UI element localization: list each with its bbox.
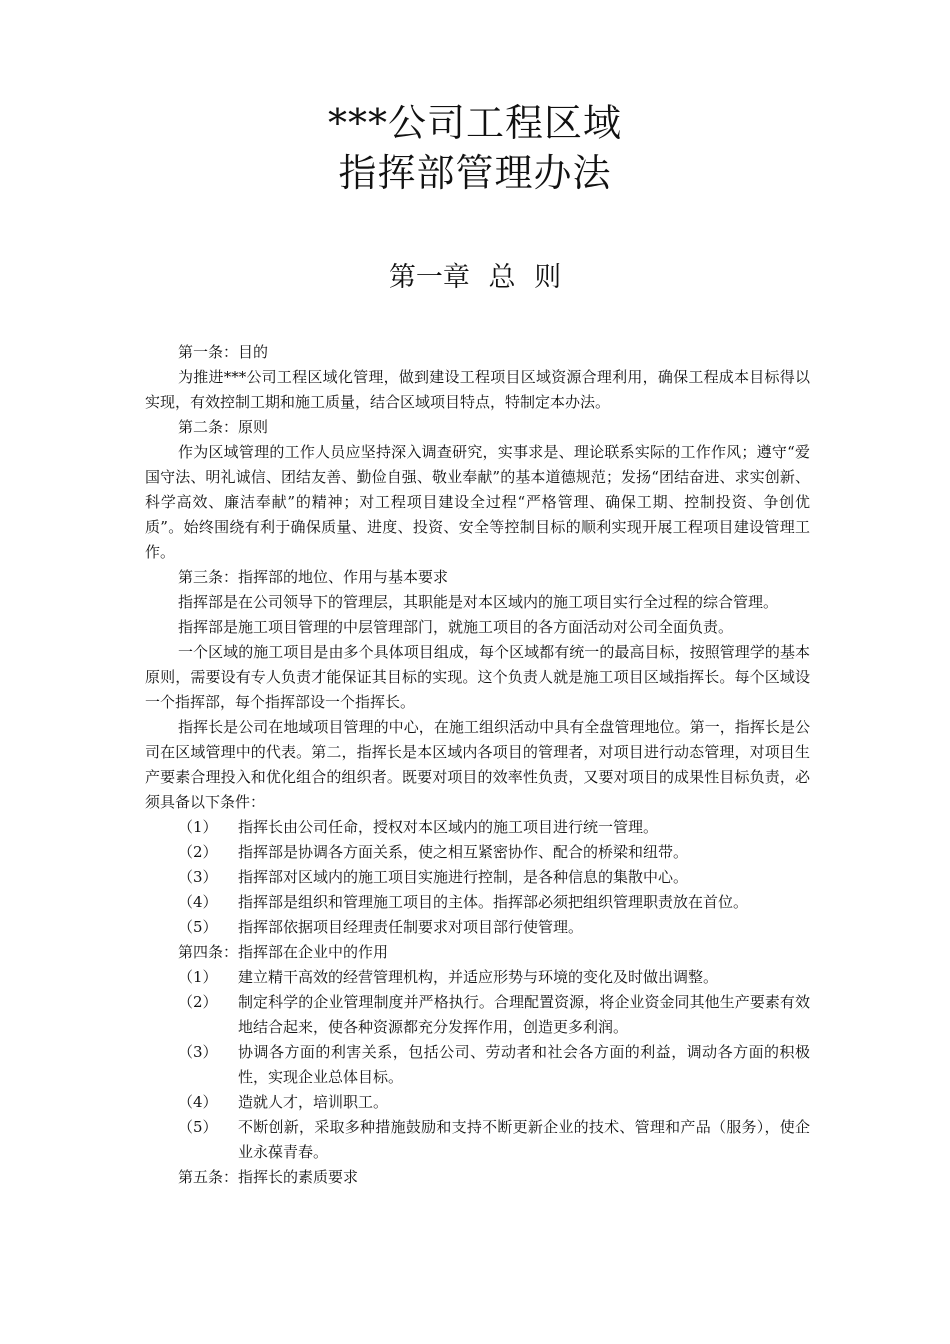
article4-list-item: [145, 1090, 810, 1115]
article4-heading: 第四条：指挥部在企业中的作用: [178, 943, 389, 961]
list-item-text: 不断创新，采取多种措施鼓励和支持不断更新企业的技术、管理和产品（服务），使企业永葆青春。: [238, 1118, 810, 1161]
list-item-text: 指挥部依据项目经理责任制要求对项目部行使管理。: [238, 918, 584, 936]
list-item-text: 制定科学的企业管理制度并严格执行。合理配置资源，将企业资金同其他生产要素有效地结合起来，使各种资源都充分发挥作用，创造更多利润。: [238, 993, 810, 1036]
list-item-number: （2）: [178, 993, 218, 1011]
article1-heading: 第一条：目的: [178, 343, 269, 361]
article3-list-item: [145, 815, 810, 840]
article3-paragraph: 一个区域的施工项目是由多个具体项目组成，每个区域都有统一的最高目标，按照管理学的基本原则，需要设有专人负责才能保证其目标的实现。这个负责人就是施工项目区域指挥长。每个区域设一个指挥部，每个指挥部设一个指挥长。: [145, 643, 810, 711]
document-body: [145, 340, 810, 1190]
list-item-number: （5）: [178, 1118, 218, 1136]
list-item-number: （2）: [178, 843, 218, 861]
article4-list-item: [145, 965, 810, 990]
list-item-number: （3）: [178, 1043, 218, 1061]
list-item-text: 指挥长由公司任命，授权对本区域内的施工项目进行统一管理。: [238, 818, 659, 836]
article3-paragraph: 指挥部是在公司领导下的管理层，其职能是对本区域内的施工项目实行全过程的综合管理。: [178, 593, 779, 611]
article2-heading: 第二条：原则: [178, 418, 269, 436]
chapter-heading: 第一章 总 则: [388, 262, 562, 293]
list-item-text: 指挥部对区域内的施工项目实施进行控制，是各种信息的集散中心。: [238, 868, 689, 886]
article2-text: 作为区域管理的工作人员应坚持深入调查研究，实事求是、理论联系实际的工作作风；遵守“爱国守法、明礼诚信、团结友善、勤俭自强、敬业奉献”的基本道德规范；发扬“团结奋进、求实创新、科学高效、廉洁奉献”的精神；对工程项目建设全过程“严格管理、确保工期、控制投资、争创优质”。始终围绕有利于确保质量、进度、投资、安全等控制目标的顺利实现开展工程项目建设管理工作。: [145, 443, 810, 561]
article5-heading: 第五条：指挥长的素质要求: [178, 1168, 359, 1186]
list-item-text: 指挥部是协调各方面关系，使之相互紧密协作、配合的桥梁和纽带。: [238, 843, 689, 861]
article4-list-item: [145, 1115, 810, 1165]
list-item-number: （4）: [178, 893, 218, 911]
document-title-line1: ***公司工程区域: [327, 101, 622, 145]
list-item-number: （5）: [178, 918, 218, 936]
list-item-text: 建立精干高效的经营管理机构，并适应形势与环境的变化及时做出调整。: [238, 968, 719, 986]
document-title-line2: 指挥部管理办法: [338, 151, 612, 195]
article3-list-item: [145, 890, 810, 915]
article4-list-item: [145, 990, 810, 1040]
article3-paragraph: 指挥部是施工项目管理的中层管理部门，就施工项目的各方面活动对公司全面负责。: [178, 618, 734, 636]
article1-text: 为推进***公司工程区域化管理，做到建设工程项目区域资源合理利用，确保工程成本目标得以实现，有效控制工期和施工质量，结合区域项目特点，特制定本办法。: [145, 368, 810, 411]
list-item-number: （3）: [178, 868, 218, 886]
list-item-text: 造就人才，培训职工。: [238, 1093, 389, 1111]
article3-paragraph: 指挥长是公司在地域项目管理的中心，在施工组织活动中具有全盘管理地位。第一，指挥长是公司在区域管理中的代表。第二，指挥长是本区域内各项目的管理者，对项目进行动态管理，对项目生产要素合理投入和优化组合的组织者。既要对项目的效率性负责，又要对项目的成果性目标负责，必须具备以下条件：: [145, 718, 810, 811]
list-item-text: 协调各方面的利害关系，包括公司、劳动者和社会各方面的利益，调动各方面的积极性，实现企业总体目标。: [238, 1043, 810, 1086]
article3-list-item: [145, 865, 810, 890]
list-item-number: （1）: [178, 968, 218, 986]
list-item-text: 指挥部是组织和管理施工项目的主体。指挥部必须把组织管理职责放在首位。: [238, 893, 749, 911]
article3-heading: 第三条：指挥部的地位、作用与基本要求: [178, 568, 449, 586]
list-item-number: （1）: [178, 818, 218, 836]
article3-list-item: [145, 840, 810, 865]
list-item-number: （4）: [178, 1093, 218, 1111]
article3-list-item: [145, 915, 810, 940]
article4-list-item: [145, 1040, 810, 1090]
